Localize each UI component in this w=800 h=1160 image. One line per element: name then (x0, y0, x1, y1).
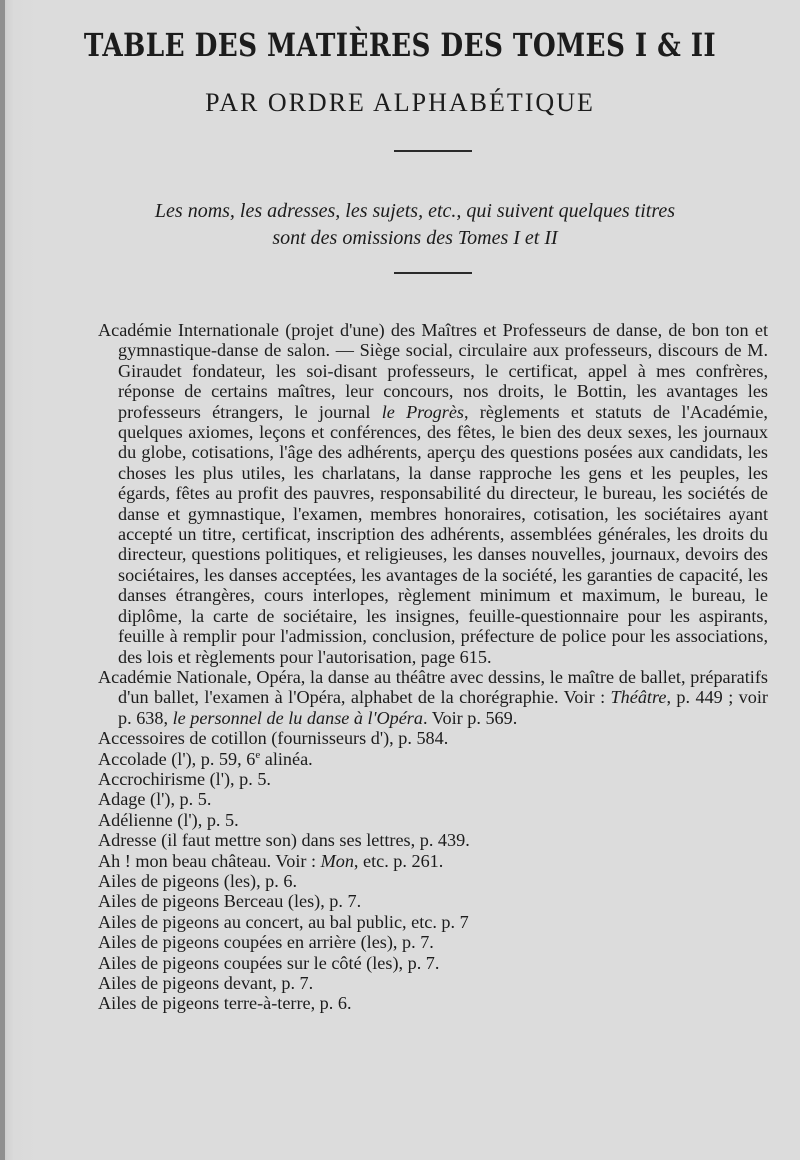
index-entry (98, 749, 768, 769)
index-entries (98, 320, 768, 1014)
omissions-note-line-2: sont des omissions des Tomes I et II (272, 227, 558, 249)
page-binding-edge (0, 0, 5, 1160)
entry-text: , règlements et statuts de l'Académie, quelques axiomes, leçons et conférences, des fêtes, le bien des deux sexes, les journaux du globe, cotisations, l'âge des adhérents, aperçu des questions posées aux candidats, les choses les plus utiles, les charlatans, la danse rapproche les gens et les peuples, les égards, fêtes au profit des pauvres, responsabilité du directeur, le bureau, les sociétés de danse et gymnastique, l'examen, membres honoraires, cotisation, les sociétaires ayant accepté un titre, certificat, inscription des adhérents, assemblées générales, les droits du directeur, questions politiques, et religieuses, les danses nouvelles, journaux, devoirs des sociétaires, les danses acceptées, les avantages de la société, les garanties de capacité, les danses étrangères, cours interlopes, règlement minimum et maximum, le bureau, le diplôme, la carte de sociétaire, les insignes, feuille-questionnaire pour les aspirants, feuille à remplir pour l'admission, conclusion, préfecture de police pour les associations, des lois et règlements pour l'autorisation, page 615. (118, 401, 768, 667)
entry-text: , p. 449 ; voir p. 638, (118, 687, 768, 728)
entry-text: alinéa. (260, 748, 313, 769)
entry-text: . Voir p. 569. (422, 707, 518, 728)
index-entry: Adélienne (l'), p. 5. (98, 809, 239, 830)
entry-text: Accolade (l'), p. 59, 6 (98, 748, 256, 769)
entry-italic-text: le personnel de lu danse à l'Opéra (172, 707, 423, 728)
index-entry: Adresse (il faut mettre son) dans ses lettres, p. 439. (98, 830, 470, 851)
index-entry: Ailes de pigeons Berceau (les), p. 7. (98, 891, 362, 912)
entry-text: Ah ! mon beau château. Voir : (98, 850, 321, 871)
index-entry: Ailes de pigeons coupées sur le côté (les), p. 7. (98, 952, 440, 973)
omissions-note-line-1: Les noms, les adresses, les sujets, etc., qui suivent quelques titres (154, 200, 676, 222)
entry-superscript: e (255, 748, 261, 761)
index-entry: Adage (l'), p. 5. (98, 789, 212, 810)
entry-text: Académie Nationale, Opéra, la danse au théâtre avec dessins, le maître de ballet, préparatifs d'un ballet, l'examen à l'Opéra, alphabet de la chorégraphie. Voir : (98, 666, 768, 708)
index-entry: Ailes de pigeons au concert, au bal public, etc. p. 7 (98, 911, 469, 932)
entry-italic-text: Mon (320, 850, 354, 871)
entry-text: Académie Internationale (projet d'une) des Maîtres et Professeurs de danse, de bon ton et gymnastique-danse de salon. — Siège social, circulaire aux professeurs, discours de M. Giraudet fondateur, les soi-disant professeurs, le certificat, appel à mes confrères, réponse de certains maîtres, leur concours, nos droits, le Bottin, les avantages les professeurs étrangers, le journal (98, 320, 768, 422)
omissions-note (60, 198, 770, 252)
entry-text: , etc. p. 261. (353, 850, 444, 871)
entry-italic-text: Théâtre (610, 687, 667, 708)
index-entry: Ailes de pigeons terre-à-terre, p. 6. (98, 993, 352, 1014)
entry-italic-text: le Progrès (381, 401, 464, 422)
index-entry: Ailes de pigeons devant, p. 7. (98, 973, 314, 993)
page-title: TABLE DES MATIÈRES DES TOMES I & II (83, 26, 717, 64)
index-entry: Ailes de pigeons (les), p. 6. (98, 870, 298, 891)
index-entry (98, 851, 768, 871)
index-entry-academie-nationale (98, 667, 768, 728)
divider-rule-bottom (394, 272, 472, 274)
page-subtitle: PAR ORDRE ALPHABÉTIQUE (205, 88, 595, 117)
index-entry-academie-internationale (98, 320, 768, 667)
index-entry: Accessoires de cotillon (fournisseurs d'), p. 584. (98, 728, 449, 749)
index-entry: Accrochirisme (l'), p. 5. (98, 768, 271, 789)
index-entry: Ailes de pigeons coupées en arrière (les), p. 7. (98, 932, 434, 953)
divider-rule-top (394, 150, 472, 152)
